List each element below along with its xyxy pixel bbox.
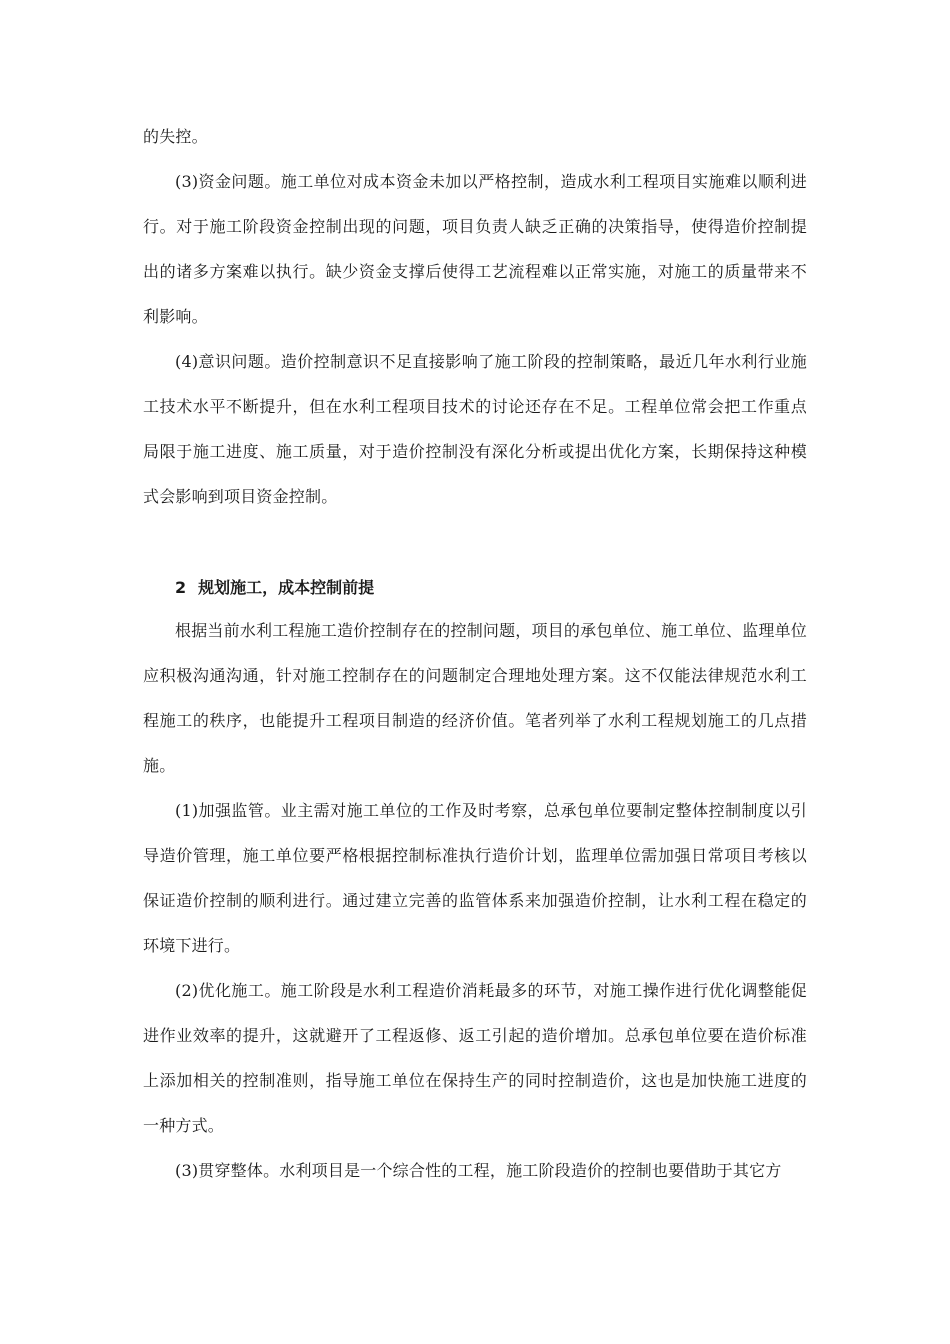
paragraph-funding-issue: (3)资金问题。施工单位对成本资金未加以严格控制，造成水利工程项目实施难以顺利进行。对于施工阶段资金控制出现的问题，项目负责人缺乏正确的决策指导，使得造价控制提出的诸多方案难以执行。缺少资金支撑后使得工艺流程难以正常实施，对施工的质量带来不利影响。 — [143, 172, 807, 326]
section-number: 2 — [175, 578, 187, 597]
paragraph-intro-tail: 的失控。 — [143, 127, 208, 146]
paragraph-throughout: (3)贯穿整体。水利项目是一个综合性的工程，施工阶段造价的控制也要借助于其它方 — [175, 1161, 782, 1180]
section-title: 规划施工，成本控制前提 — [198, 578, 375, 597]
paragraph-section2-intro: 根据当前水利工程施工造价控制存在的控制问题，项目的承包单位、施工单位、监理单位应积极沟通沟通，针对施工控制存在的问题制定合理地处理方案。这不仅能法律规范水利工程施工的秩序，也能提升工程项目制造的经济价值。笔者列举了水利工程规划施工的几点措施。 — [143, 621, 807, 775]
paragraph-optimize: (2)优化施工。施工阶段是水利工程造价消耗最多的环节，对施工操作进行优化调整能促进作业效率的提升，这就避开了工程返修、返工引起的造价增加。总承包单位要在造价标准上添加相关的控制准则，指导施工单位在保持生产的同时控制造价，这也是加快施工进度的一种方式。 — [143, 981, 807, 1135]
paragraph-awareness-issue: (4)意识问题。造价控制意识不足直接影响了施工阶段的控制策略，最近几年水利行业施工技术水平不断提升，但在水利工程项目技术的讨论还存在不足。工程单位常会把工作重点局限于施工进度、施工质量，对于造价控制没有深化分析或提出优化方案，长期保持这种模式会影响到项目资金控制。 — [143, 352, 807, 506]
section-heading — [175, 565, 374, 610]
paragraph-supervision: (1)加强监管。业主需对施工单位的工作及时考察，总承包单位要制定整体控制制度以引导造价管理，施工单位要严格根据控制标准执行造价计划，监理单位需加强日常项目考核以保证造价控制的顺利进行。通过建立完善的监管体系来加强造价控制，让水利工程在稳定的环境下进行。 — [143, 801, 807, 955]
